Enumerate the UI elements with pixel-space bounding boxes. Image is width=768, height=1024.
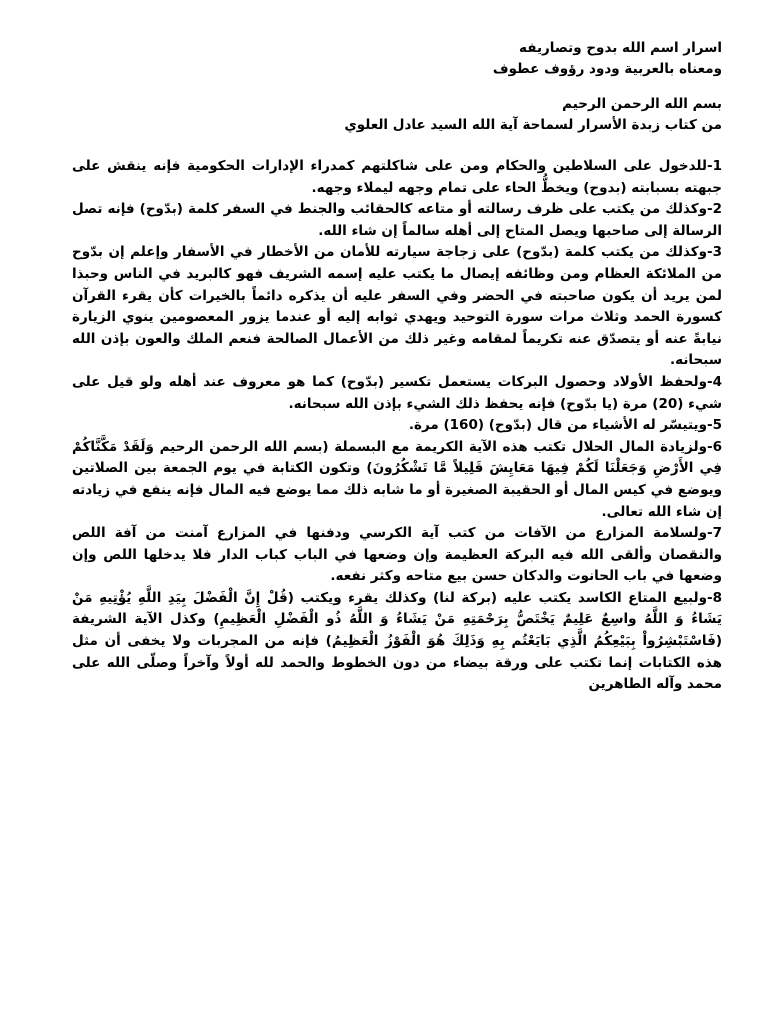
list-item: 7-ولسلامة المزارع من الآفات من كتب آية الكرسي ودفنها في المزارع آمنت من آفة اللص والنقصان وألقى الله فيه البركة العظيمة وإن وضعها في الباب كباب الدار فلا يدخلها اللص وإن وضعها في باب الحانوت والدكان حسن بيع متاحه وكثر نفعه. bbox=[72, 525, 722, 585]
list-item: 8-ولبيع المتاع الكاسد يكتب عليه (بركة لنا) وكذلك يقرء ويكتب (قُلْ إِنَّ الْفَضْلَ بِيَدِ اللَّهِ يُؤْتِيهِ مَنْ يَشَاءُ وَ اللَّهُ واسِعٌ عَلِيمٌ يَخْتَصُّ بِرَحْمَتِهِ مَنْ يَشَاءُ وَ اللَّهُ ذُو الْفَضْلِ الْعَظِيمِ) وكذل الآية الشريفة (فَاسْتَبْشِرُواْ بِبَيْعِكُمُ الَّذِي بَايَعْتُم بِهِ وَذَلِكَ هُوَ الْفَوْزُ الْعَظِيمُ) فإنه من المجربات ولا يخفى أن مثل هذه الكتابات إنما تكتب على ورقة بيضاء من دون الخطوط والحمد لله أولاً وآخراً وصلّى الله على محمد وآله الطاهرين bbox=[72, 589, 722, 693]
document-title-line-1: اسرار اسم الله بدوح وتصاريفه bbox=[519, 40, 722, 56]
list-item: 1-للدخول على السلاطين والحكام ومن على شاكلتهم كمدراء الإدارات الحكومية فإنه ينقش على جبهته بسبابته (بدوح) ويخطُّ الحاء على تمام وجهه ليملاء وجهه. bbox=[72, 158, 722, 196]
basmala: بسم الله الرحمن الرحيم bbox=[562, 96, 722, 112]
list-item: 2-وكذلك من يكتب على ظرف رسالته أو متاعه كالحقائب والجنط في السفر كلمة (بدّوح) فإنه تصل الرسالة إلى صاحبها ويصل المتاح إلى أهله سالماً إن شاء الله. bbox=[72, 201, 722, 239]
spacer bbox=[72, 136, 722, 156]
list-item: 3-وكذلك من يكتب كلمة (بدّوح) على زجاجة سيارته للأمان من الأخطار في الأسفار وإعلم إن بدّوح من الملائكة العظام ومن وظائفه إيصال ما يكتب عليه إسمه الشريف فهو كالبريد في الناس وحبذا لمن يريد أن يكون صاحبته في الحضر وفي السفر عليه أن يذكره دائماً بالخيرات كأن يقرء القرآن كسورة الحمد وثلاث مرات سورة التوحيد ويهدي ثوابه إليه أو عندما يزور المعصومين ينوي الزيارة نيابةً عنه أو يتصدّق عنه تكريماً لمقامه وغير ذلك من الأعمال الصالحة فنعم الملك والعون بإذن الله سبحانه. bbox=[72, 244, 722, 369]
document-title-line-2: ومعناه بالعربية ودود رؤوف عطوف bbox=[492, 61, 722, 77]
list-item: 5-ويتيسّر له الأشياء من قال (بدّوح) (160) مرة. bbox=[408, 417, 722, 434]
spacer bbox=[72, 80, 722, 94]
items-list bbox=[72, 156, 722, 696]
source-citation: من كتاب زبدة الأسرار لسماحة آية الله السيد عادل العلوي bbox=[344, 117, 722, 133]
document-page bbox=[72, 38, 722, 696]
list-item: 4-ولحفظ الأولاد وحصول البركات يستعمل تكسير (بدّوح) كما هو معروف عند أهله ولو قيل على شيء (20) مرة (يا بدّوح) فإنه يحفظ ذلك الشيء بإذن الله سبحانه. bbox=[72, 373, 722, 412]
list-item: 6-ولزيادة المال الحلال تكتب هذه الآية الكريمة مع البسملة (بسم الله الرحمن الرحيم وَلَقَدْ مَكَّنَّاكُمْ فِي الأَرْضِ وَجَعَلْنَا لَكُمْ فِيهَا مَعَايِشَ قَلِيلاً مَّا تَشْكُرُونَ) وتكون الكتابة في يوم الجمعة بين الصلاتين ويوضع في كيس المال أو الحقيبة الصغيرة أو ما شابه ذلك مما يوضع فيه المال فإنه ينفع في زيادته إن شاء الله تعالى. bbox=[72, 438, 722, 520]
